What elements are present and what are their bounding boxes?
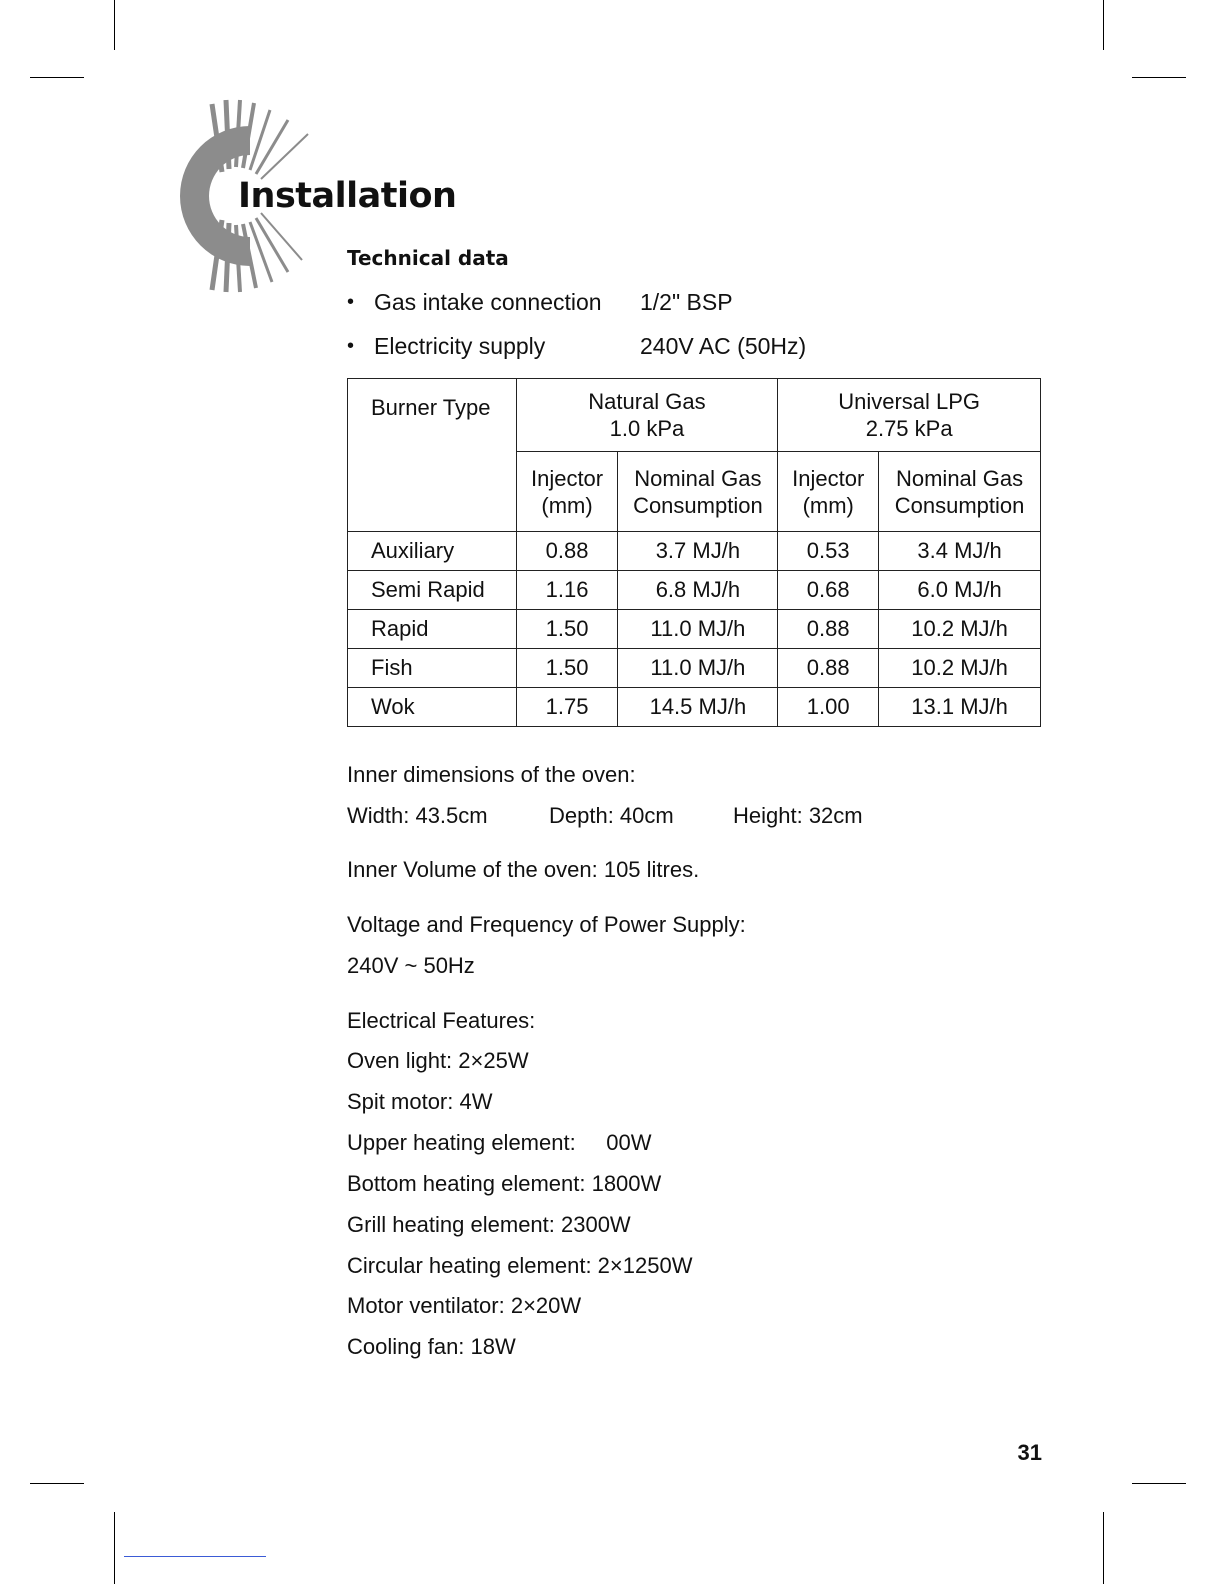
footer-link-underline: [124, 1556, 266, 1557]
dimension-width: Width: 43.5cm: [347, 803, 488, 828]
lpg-consumption: 6.0 MJ/h: [879, 571, 1041, 610]
section-title: Installation: [238, 176, 457, 216]
table-row: [348, 571, 1041, 610]
electrical-item-grill-heating: Grill heating element: 2300W: [347, 1212, 631, 1237]
ng-consumption: 14.5 MJ/h: [618, 688, 778, 727]
crop-mark-top-left-horizontal: [30, 77, 84, 78]
burner-name: Wok: [348, 688, 517, 727]
group-name: Universal LPG: [838, 389, 981, 414]
crop-mark-bottom-left-vertical: [114, 1512, 115, 1584]
crop-mark-bottom-right-horizontal: [1132, 1483, 1186, 1484]
electrical-features-heading: Electrical Features:: [347, 1008, 536, 1033]
ng-consumption: 11.0 MJ/h: [618, 649, 778, 688]
inner-dimensions-heading: Inner dimensions of the oven:: [347, 762, 636, 787]
electrical-item-upper-heating: Upper heating element: 00W: [347, 1130, 652, 1155]
table-row: [348, 649, 1041, 688]
lpg-consumption: 13.1 MJ/h: [879, 688, 1041, 727]
crop-mark-top-right-horizontal: [1132, 77, 1186, 78]
electrical-item-bottom-heating: Bottom heating element: 1800W: [347, 1171, 662, 1196]
bullet: •: [347, 335, 355, 357]
lpg-injector: 0.88: [778, 649, 879, 688]
table-header-row: [348, 379, 1041, 452]
burner-name: Fish: [348, 649, 517, 688]
inner-dimensions-values: [347, 803, 947, 831]
bullet: •: [347, 291, 355, 313]
electrical-item-oven-light: Oven light: 2×25W: [347, 1048, 529, 1073]
electrical-item-cooling-fan: Cooling fan: 18W: [347, 1334, 516, 1359]
header-ng-consumption: [618, 452, 778, 532]
dimension-height: Height: 32cm: [733, 803, 863, 828]
ng-injector: 1.16: [516, 571, 618, 610]
table-row: [348, 688, 1041, 727]
subheader-line: Nominal Gas: [634, 465, 762, 491]
ng-injector: 1.50: [516, 610, 618, 649]
crop-mark-bottom-left-horizontal: [30, 1483, 84, 1484]
subheader-line: (mm): [541, 492, 593, 518]
spec-value: 240V AC (50Hz): [640, 333, 807, 359]
header-lpg-injector: [778, 452, 879, 532]
header-universal-lpg: [778, 379, 1041, 452]
lpg-consumption: 10.2 MJ/h: [879, 610, 1041, 649]
spec-label: Electricity supply: [374, 333, 546, 359]
inner-volume: Inner Volume of the oven: 105 litres.: [347, 857, 700, 882]
group-pressure: 1.0 kPa: [609, 416, 685, 441]
group-name: Natural Gas: [588, 389, 706, 414]
crop-mark-top-right-vertical: [1103, 0, 1104, 50]
page-number: 31: [1017, 1440, 1042, 1465]
burner-name: Rapid: [348, 610, 517, 649]
ng-injector: 0.88: [516, 532, 618, 571]
burner-name: Semi Rapid: [348, 571, 517, 610]
electrical-item-motor-ventilator: Motor ventilator: 2×20W: [347, 1293, 582, 1318]
header-burner-type: Burner Type: [348, 379, 517, 532]
dimension-depth: Depth: 40cm: [549, 803, 674, 828]
lpg-consumption: 10.2 MJ/h: [879, 649, 1041, 688]
header-ng-injector: [516, 452, 618, 532]
table-row: [348, 532, 1041, 571]
lpg-injector: 0.53: [778, 532, 879, 571]
subheader-line: Injector: [530, 465, 604, 491]
subheader-line: (mm): [802, 492, 854, 518]
electrical-item-spit-motor: Spit motor: 4W: [347, 1089, 493, 1114]
lpg-injector: 1.00: [778, 688, 879, 727]
group-pressure: 2.75 kPa: [865, 416, 953, 441]
ng-injector: 1.50: [516, 649, 618, 688]
lpg-consumption: 3.4 MJ/h: [879, 532, 1041, 571]
header-natural-gas: [516, 379, 778, 452]
lpg-injector: 0.88: [778, 610, 879, 649]
electrical-item-circular-heating: Circular heating element: 2×1250W: [347, 1253, 693, 1278]
table-row: [348, 610, 1041, 649]
power-supply-heading: Voltage and Frequency of Power Supply:: [347, 912, 746, 937]
burner-table: [347, 378, 1041, 727]
spec-label: Gas intake connection: [374, 289, 602, 315]
burner-name: Auxiliary: [348, 532, 517, 571]
subheader-line: Nominal Gas: [895, 465, 1024, 491]
ng-consumption: 11.0 MJ/h: [618, 610, 778, 649]
spec-value: 1/2" BSP: [640, 289, 733, 315]
subheader-line: Consumption: [633, 492, 763, 518]
crop-mark-top-left-vertical: [114, 0, 115, 50]
technical-data-heading: Technical data: [347, 246, 509, 270]
ng-consumption: 3.7 MJ/h: [618, 532, 778, 571]
power-supply-value: 240V ~ 50Hz: [347, 953, 475, 978]
ng-injector: 1.75: [516, 688, 618, 727]
subheader-line: Consumption: [894, 492, 1025, 518]
lpg-injector: 0.68: [778, 571, 879, 610]
header-lpg-consumption: [879, 452, 1041, 532]
ng-consumption: 6.8 MJ/h: [618, 571, 778, 610]
subheader-line: Injector: [792, 465, 865, 491]
crop-mark-bottom-right-vertical: [1103, 1512, 1104, 1584]
